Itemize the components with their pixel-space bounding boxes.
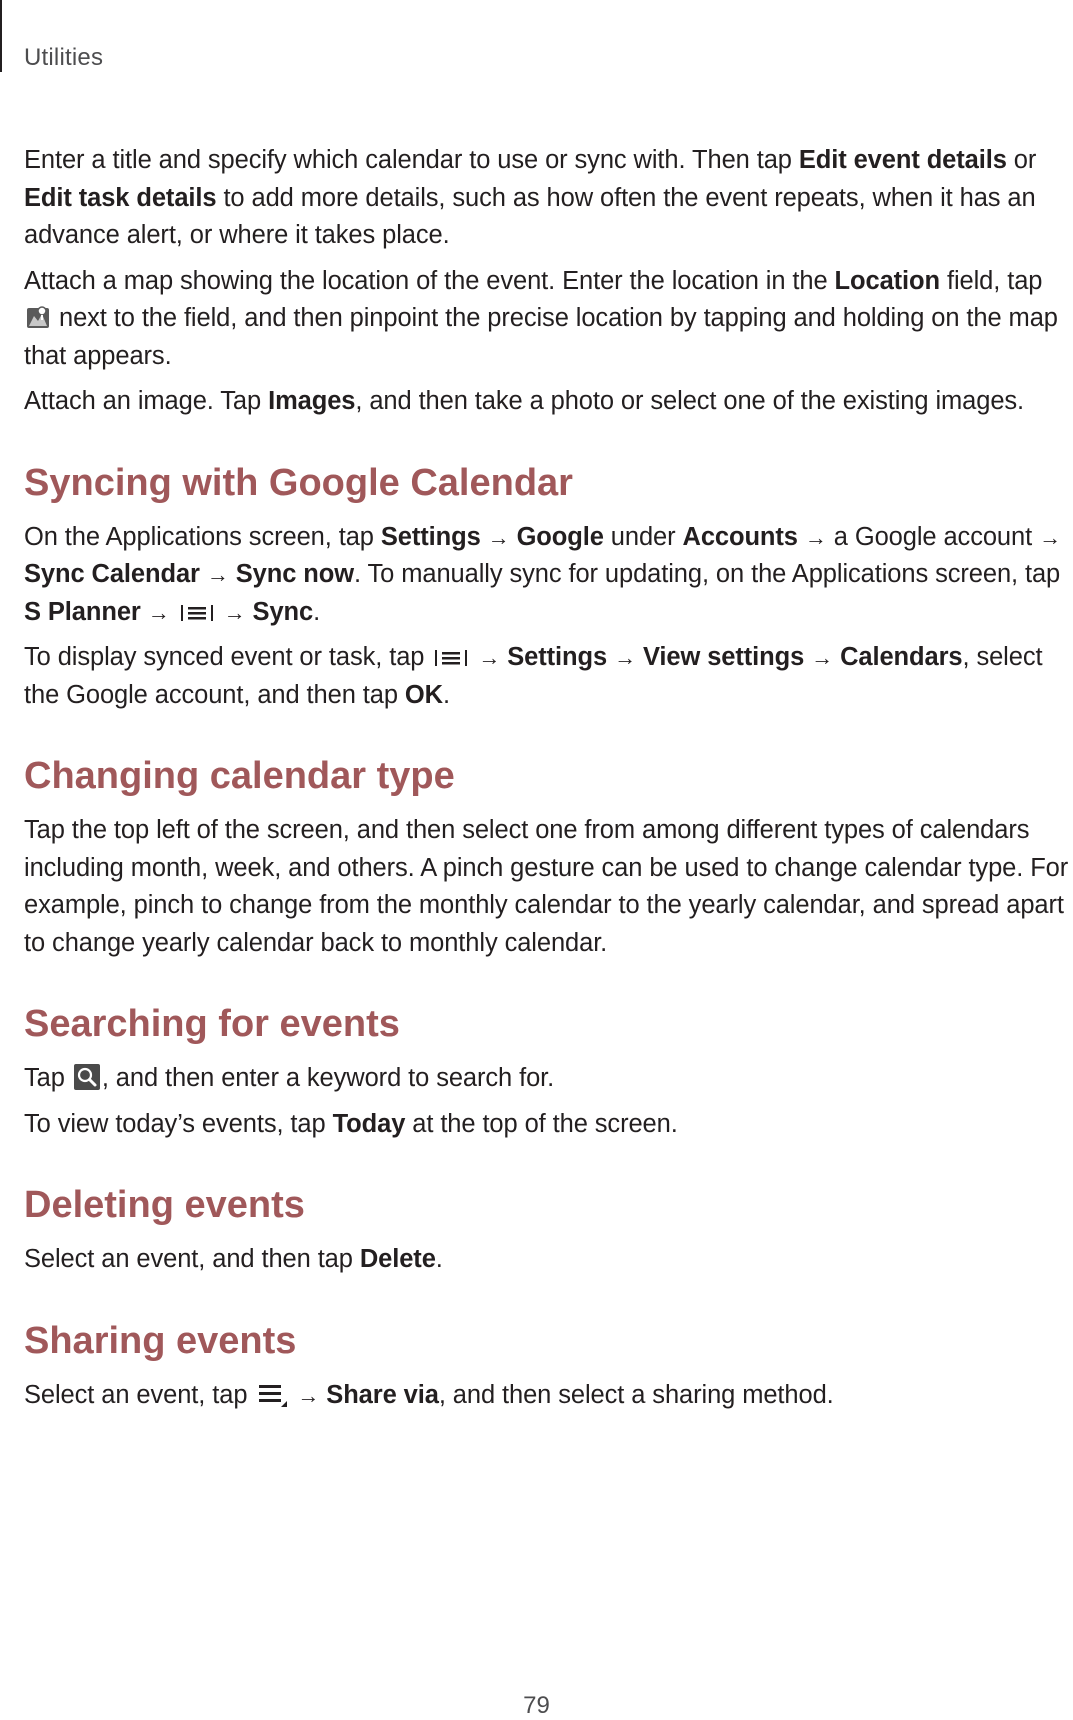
term-edit-task-details: Edit task details: [24, 183, 217, 212]
page-corner-line: [0, 0, 2, 72]
heading-changing-calendar-type: Changing calendar type: [24, 755, 455, 797]
heading-deleting-events: Deleting events: [24, 1184, 305, 1226]
share-menu-icon: [256, 1381, 288, 1407]
term-s-planner: S Planner: [24, 597, 141, 626]
term-google: Google: [516, 522, 604, 551]
intro-paragraph-1: Enter a title and specify which calendar to use or sync with. Then tap Edit event details or Edit task details to add more details, such as how often the event repeats, when it has an advance alert, or where it takes place.: [24, 146, 1037, 249]
term-location: Location: [834, 266, 940, 295]
heading-searching-for-events: Searching for events: [24, 1003, 400, 1045]
term-today: Today: [332, 1109, 406, 1138]
term-sync-now: Sync now: [235, 560, 354, 588]
sync-paragraph-1: On the Applications screen, tap Settings → Google under Accounts → a Google account → Sync Calendar → Sync now. To manually sync for updating, on the Applications screen, tap S Planner → → Sync.: [24, 522, 1061, 626]
term-accounts: Accounts: [682, 522, 798, 551]
page-number: 79: [523, 1692, 550, 1719]
arrow-symbol: →: [297, 1382, 320, 1408]
delete-paragraph-1: Select an event, and then tap Delete.: [24, 1245, 443, 1273]
term-calendars: Calendars: [840, 643, 963, 671]
search-icon: [74, 1064, 100, 1090]
menu-icon: [433, 647, 469, 669]
term-ok: OK: [404, 680, 443, 709]
term-settings: Settings: [380, 522, 481, 551]
term-images: Images: [268, 387, 356, 415]
arrow-symbol: →: [1039, 524, 1061, 550]
heading-syncing-with-google-calendar: Syncing with Google Calendar: [24, 461, 573, 504]
arrow-symbol: →: [206, 562, 229, 587]
page-content: [24, 142, 1069, 1422]
sync-paragraph-2: To display synced event or task, tap → Settings → View settings → Calendars, select the Google account, and then tap OK.: [24, 643, 1043, 709]
term-sync-calendar: Sync Calendar: [24, 560, 200, 588]
arrow-symbol: →: [478, 645, 501, 670]
term-share-via: Share via: [326, 1380, 439, 1409]
arrow-symbol: →: [487, 524, 510, 550]
search-paragraph-1: Tap , and then enter a keyword to search for.: [24, 1064, 555, 1092]
arrow-symbol: →: [811, 645, 834, 670]
section-label: Utilities: [24, 44, 104, 71]
map-icon: [26, 304, 50, 330]
term-edit-event-details: Edit event details: [798, 146, 1007, 174]
term-view-settings: View settings: [642, 643, 805, 671]
share-paragraph-1: Select an event, tap → Share via, and then select a sharing method.: [24, 1380, 834, 1409]
arrow-symbol: →: [804, 524, 827, 550]
search-paragraph-2: To view today’s events, tap Today at the top of the screen.: [24, 1109, 678, 1138]
intro-paragraph-2: Attach a map showing the location of the event. Enter the location in the Location field, tap next to the field, and then pinpoint the precise location by tapping and holding on the map that appears.: [24, 266, 1058, 370]
term-delete: Delete: [359, 1245, 436, 1273]
term-sync: Sync: [252, 597, 314, 626]
arrow-symbol: →: [147, 599, 170, 625]
menu-icon: [179, 602, 215, 624]
intro-paragraph-3: Attach an image. Tap Images, and then take a photo or select one of the existing images.: [24, 387, 1025, 415]
type-paragraph-1: Tap the top left of the screen, and then select one from among different types of calendars including month, week, and others. A pinch gesture can be used to change calendar type. For example, pinch to change from the monthly calendar to the yearly calendar, and spread apart to change yearly calendar back to monthly calendar.: [24, 816, 1069, 957]
term-settings: Settings: [507, 643, 608, 671]
arrow-symbol: →: [614, 645, 636, 670]
arrow-symbol: →: [223, 599, 246, 625]
heading-sharing-events: Sharing events: [24, 1319, 297, 1362]
